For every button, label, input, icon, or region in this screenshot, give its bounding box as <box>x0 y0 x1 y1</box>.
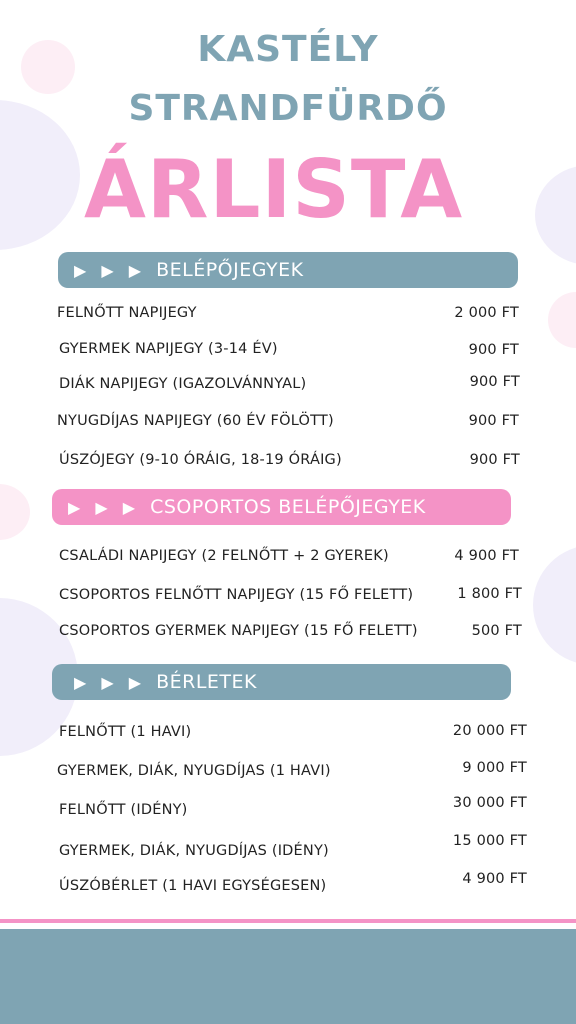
price-row-label: DIÁK NAPIJEGY (IGAZOLVÁNNYAL) <box>59 376 307 392</box>
price-row-label: GYERMEK, DIÁK, NYUGDÍJAS (1 HAVI) <box>57 763 331 779</box>
section-title: BELÉPŐJEGYEK <box>156 259 304 281</box>
footer-band <box>0 929 576 1024</box>
price-row-value: 900 FT <box>468 413 519 429</box>
price-row-label: GYERMEK, DIÁK, NYUGDÍJAS (IDÉNY) <box>59 843 329 859</box>
price-row-value: 15 000 FT <box>452 833 527 849</box>
price-row-value: 4 900 FT <box>454 548 519 564</box>
price-row-value: 500 FT <box>471 623 522 639</box>
price-row-label: FELNŐTT (1 HAVI) <box>59 724 192 740</box>
decor-circle <box>535 165 576 265</box>
section-title: BÉRLETEK <box>156 671 257 693</box>
title-line-2: STRANDFÜRDŐ <box>128 88 448 129</box>
decor-circle <box>0 484 30 540</box>
footer-divider <box>0 919 576 923</box>
price-row-value: 20 000 FT <box>452 723 527 739</box>
price-row-value: 900 FT <box>468 342 519 358</box>
title-line-1: KASTÉLY <box>197 29 379 70</box>
price-row-value: 1 800 FT <box>457 586 522 602</box>
page-title: ÁRLISTA <box>84 143 464 236</box>
play-arrows-icon: ▶ ▶ ▶ <box>74 673 147 692</box>
section-banner-entry-tickets <box>58 252 518 288</box>
decor-circle <box>548 292 576 348</box>
price-row-label: GYERMEK NAPIJEGY (3-14 ÉV) <box>59 341 278 357</box>
section-banner-passes <box>52 664 511 700</box>
section-banner-group-tickets <box>52 489 511 525</box>
price-row-label: CSOPORTOS FELNŐTT NAPIJEGY (15 FŐ FELETT) <box>59 587 414 603</box>
play-arrows-icon: ▶ ▶ ▶ <box>74 261 147 280</box>
price-row-label: FELNŐTT (IDÉNY) <box>59 802 188 818</box>
decor-circle <box>533 545 576 665</box>
play-arrows-icon: ▶ ▶ ▶ <box>68 498 141 517</box>
price-row-value: 9 000 FT <box>462 760 527 776</box>
price-row-label: CSALÁDI NAPIJEGY (2 FELNŐTT + 2 GYEREK) <box>59 548 389 564</box>
price-row-label: ÚSZÓJEGY (9-10 ÓRÁIG, 18-19 ÓRÁIG) <box>59 452 342 468</box>
price-row-label: CSOPORTOS GYERMEK NAPIJEGY (15 FŐ FELETT) <box>59 623 418 639</box>
price-row-value: 900 FT <box>469 374 520 390</box>
section-title: CSOPORTOS BELÉPŐJEGYEK <box>150 496 426 518</box>
price-row-value: 2 000 FT <box>454 305 519 321</box>
price-row-label: ÚSZÓBÉRLET (1 HAVI EGYSÉGESEN) <box>59 878 327 894</box>
price-row-value: 30 000 FT <box>452 795 527 811</box>
price-row-value: 4 900 FT <box>462 871 527 887</box>
price-row-value: 900 FT <box>469 452 520 468</box>
price-row-label: FELNŐTT NAPIJEGY <box>57 305 197 321</box>
price-row-label: NYUGDÍJAS NAPIJEGY (60 ÉV FÖLÖTT) <box>57 413 334 429</box>
